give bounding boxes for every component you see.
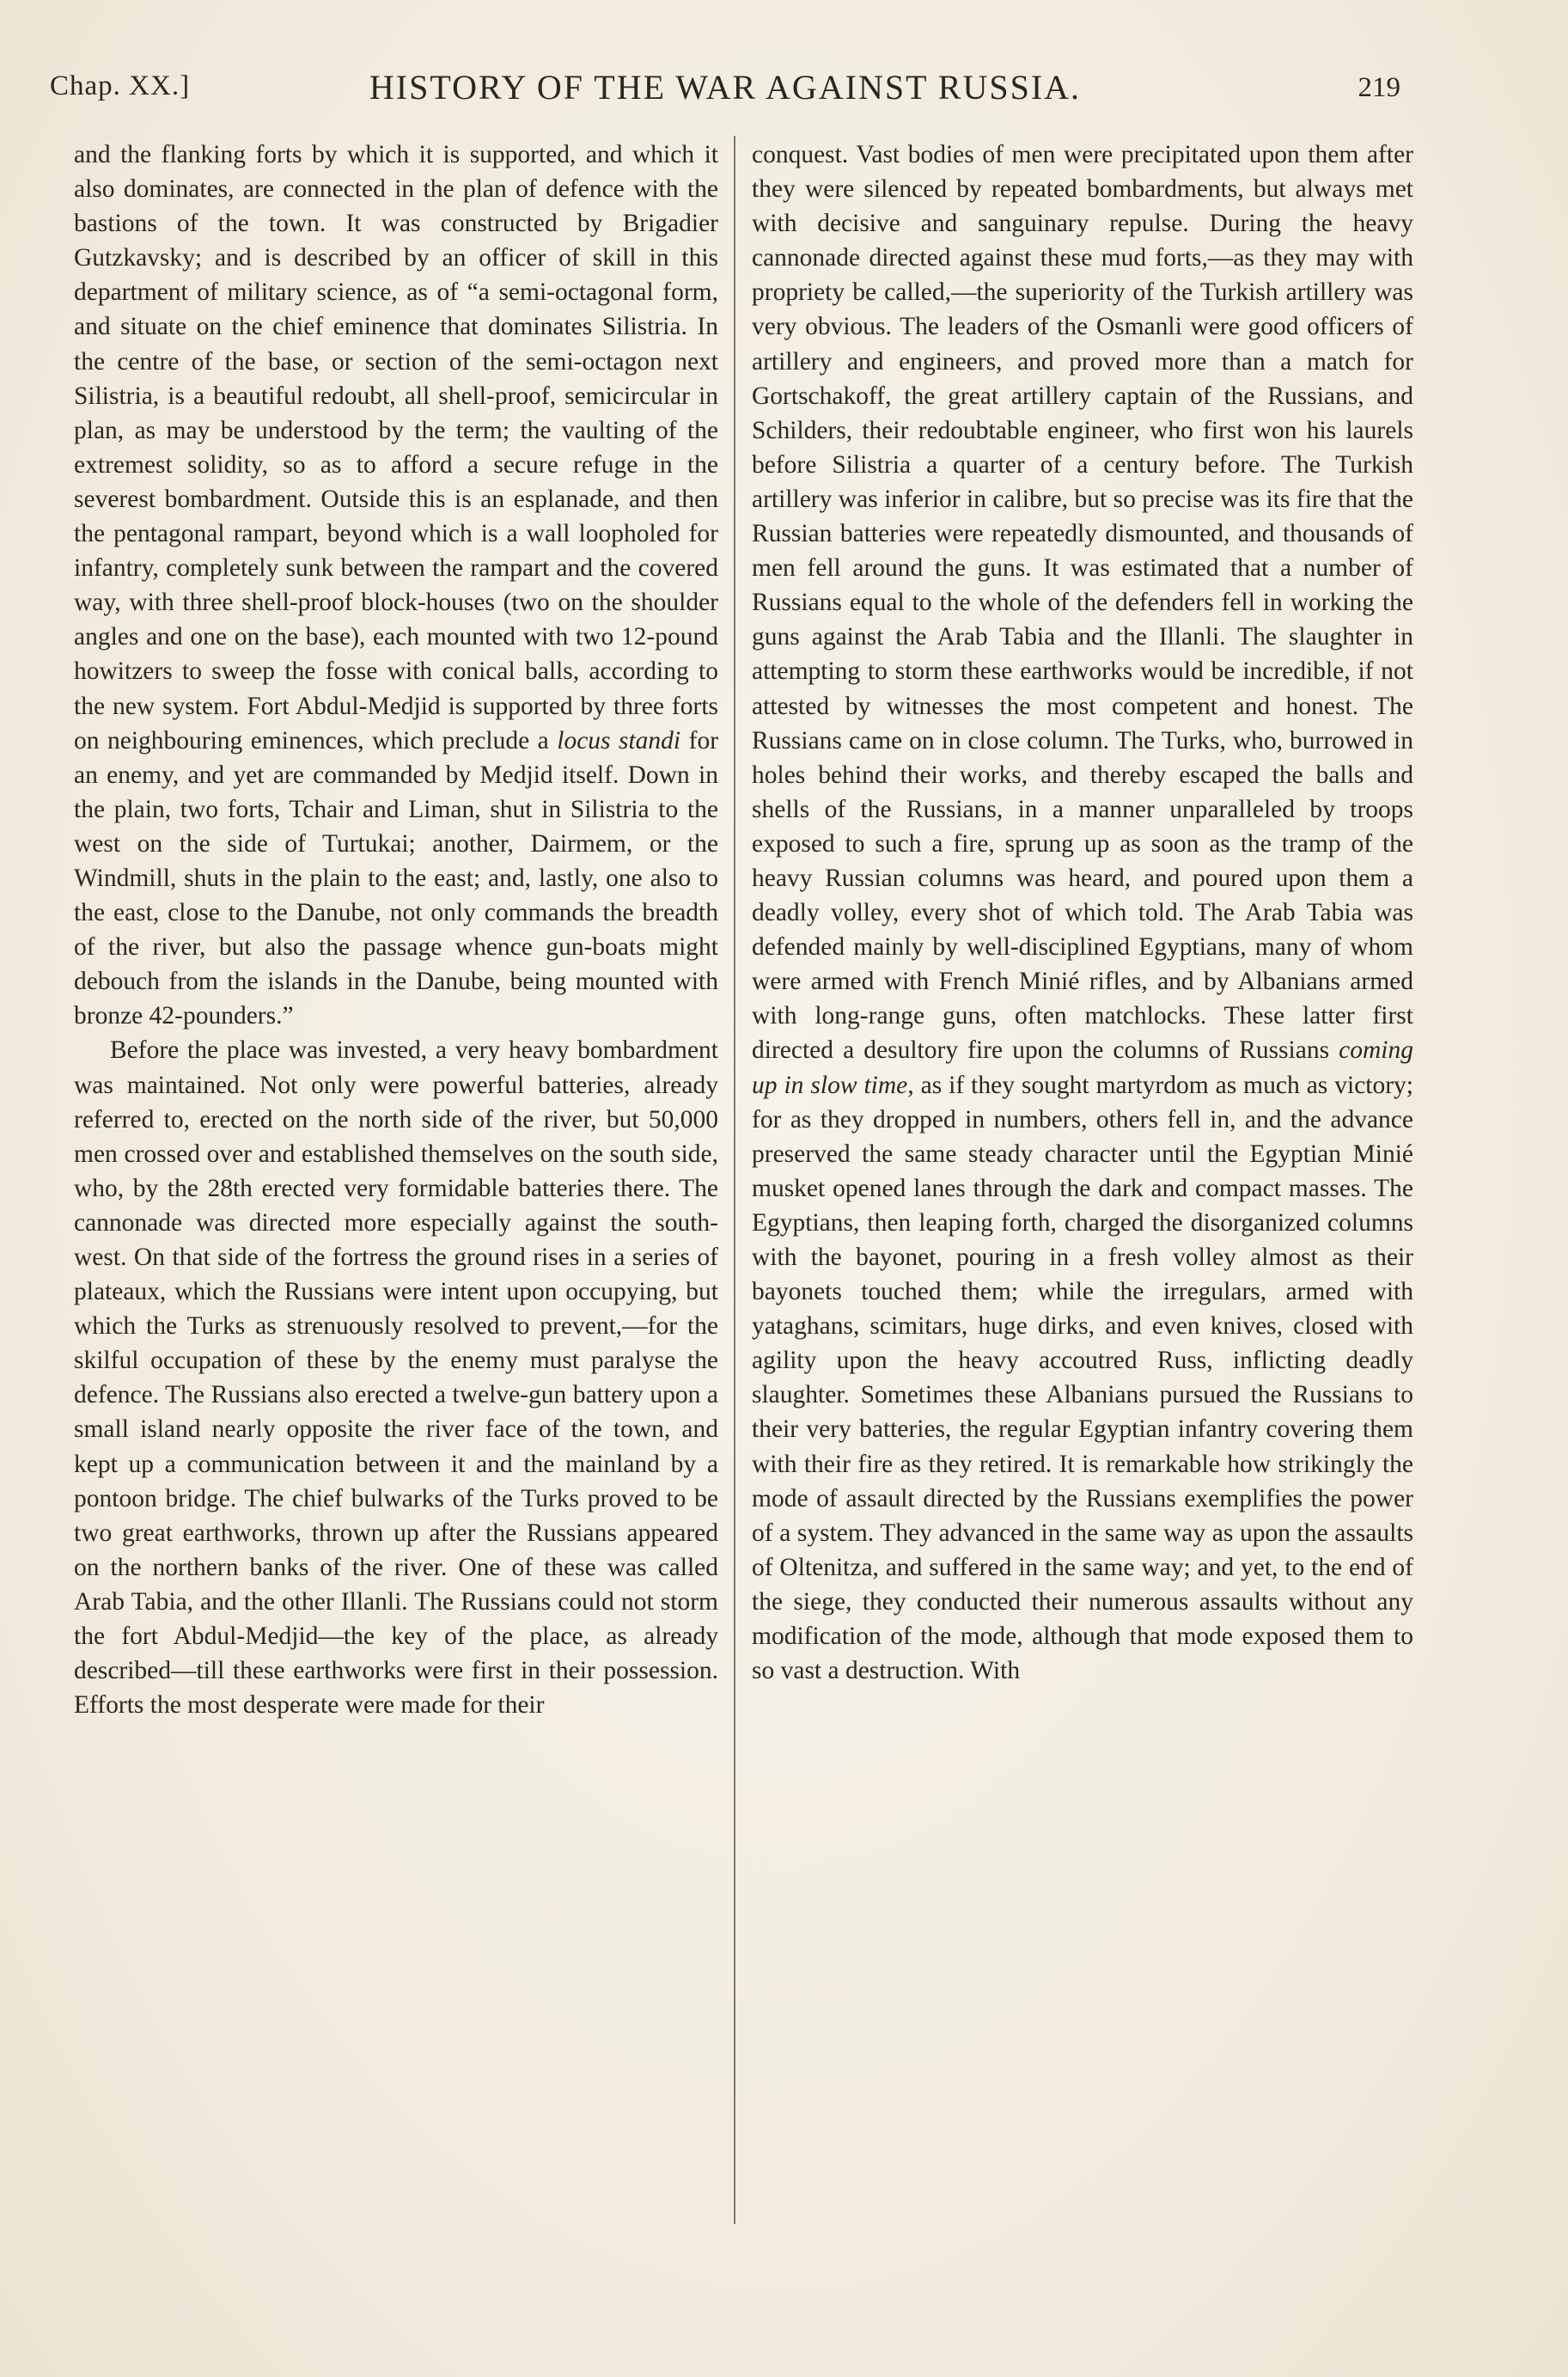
page-title: HISTORY OF THE WAR AGAINST RUSSIA. bbox=[369, 68, 1082, 107]
left-paragraph-1-end: for an enemy, and yet are commanded by Medjid itself. Down in the plain, two forts, Tchair and Liman, shut in Silistria to the west on the side of Turtukai; another, Dairmem, or the Windmill, shuts in the plain to the east; and, lastly, one also to the east, close to the Danube, not only commands the breadth of the river, but also the passage whence gun-boats might debouch from the islands in the Danube, being mounted with bronze 42-pounders.” bbox=[74, 726, 719, 1030]
left-paragraph-1-text: and the flanking forts by which it is supported, and which it also dominates, are connected in the plan of defence with the bastions of the town. It was constructed by Brigadier Gutzkavsky; and is described by an officer of skill in this department of military science, as of “a semi-octagonal form, and situate on the chief eminence that dominates Silistria. In the centre of the base, or section of the semi-octagon next Silistria, is a beautiful redoubt, all shell-proof, semicircular in plan, as may be understood by the term; the vaulting of the extremest solidity, so as to afford a secure refuge in the severest bombardment. Outside this is an esplanade, and then the pentagonal rampart, beyond which is a wall loopholed for infantry, completely sunk between the rampart and the covered way, with three shell-proof block-houses (two on the shoulder angles and one on the base), each mounted with two 12-pound howitzers to sweep the fosse with conical balls, according to the new system. Fort Abdul-Medjid is supported by three forts on neighbouring eminences, which preclude a bbox=[74, 141, 718, 755]
left-paragraph-1 bbox=[74, 137, 718, 1033]
right-paragraph-1-end: as if they sought martyrdom as much as victory; for as they dropped in numbers, others fell in, and the advance preserved the same steady character until the Egyptian Minié musket opened lanes through the dark and compact masses. The Egyptians, then leaping forth, charged the disorganized columns with the bayonet, pouring in a fresh volley almost as their bayonets touched them; while the irregulars, armed with yataghans, scimitars, huge dirks, and even knives, closed with agility upon the heavy accoutred Russ, inflicting deadly slaughter. Sometimes these Albanians pursued the Russians to their very batteries, the regular Egyptian infantry covering them with their fire as they retired. It is remarkable how strikingly the mode of assault directed by the Russians exemplifies the power of a system. They advanced in the same way as upon the assaults of Oltenitza, and suffered in the same way; and yet, to the end of the siege, they conducted their numerous assaults without any modification of the mode, although that mode exposed them to so vast a destruction. With bbox=[752, 1071, 1413, 1685]
chapter-label: Chap. XX.] bbox=[50, 70, 191, 101]
right-paragraph-1-italic: coming up in slow time, bbox=[752, 1036, 1413, 1099]
right-paragraph-1-text: conquest. Vast bodies of men were precipitated upon them after they were silenced by repeated bombardments, but always met with decisive and sanguinary repulse. During the heavy cannonade directed against these mud forts,—as they may with propriety be called,—the superiority of the Turkish artillery was very obvious. The leaders of the Osmanli were good officers of artillery and engineers, and proved more than a match for Gortschakoff, the great artillery captain of the Russians, and Schilders, their redoubtable engineer, who first won his laurels before Silistria a quarter of a century before. The Turkish artillery was inferior in calibre, but so precise was its fire that the Russian batteries were repeatedly dismounted, and thousands of men fell around the guns. It was estimated that a number of Russians equal to the whole of the defenders fell in working the guns against the Arab Tabia and the Illanli. The slaughter in attempting to storm these earthworks would be incredible, if not attested by witnesses the most competent and honest. The Russians came on in close column. The Turks, who, burrowed in holes behind their works, and thereby escaped the balls and shells of the Russians, in a manner unparalleled by troops exposed to such a fire, sprung up as soon as the tramp of the heavy Russian columns was heard, and poured upon them a deadly volley, every shot of which told. The Arab Tabia was defended mainly by well-disciplined Egyptians, many of whom were armed with French Minié rifles, and by Albanians armed with long-range guns, often matchlocks. These latter first directed a desultory fire upon the columns of Russians bbox=[752, 141, 1413, 1065]
column-divider bbox=[734, 136, 735, 2224]
right-column bbox=[752, 137, 1413, 1688]
right-paragraph-1 bbox=[752, 137, 1413, 1688]
left-column bbox=[74, 137, 718, 1722]
left-paragraph-2: Before the place was invested, a very heavy bombardment was maintained. Not only were powerful batteries, already referred to, erected on the north side of the river, but 50,000 men crossed over and established themselves on the south side, who, by the 28th erected very formidable batteries there. The cannonade was directed more especially against the south-west. On that side of the fortress the ground rises in a series of plateaux, which the Russians were intent upon occupying, but which the Turks as strenuously resolved to prevent,—for the skilful occupation of these by the enemy must paralyse the defence. The Russians also erected a twelve-gun battery upon a small island nearly opposite the river face of the town, and kept up a communication between it and the mainland by a pontoon bridge. The chief bulwarks of the Turks proved to be two great earthworks, thrown up after the Russians appeared on the northern banks of the river. One of these was called Arab Tabia, and the other Illanli. The Russians could not storm the fort Abdul-Medjid—the key of the place, as already described—till these earthworks were first in their possession. Efforts the most desperate were made for their bbox=[74, 1036, 718, 1720]
running-header bbox=[50, 67, 1400, 119]
page-number: 219 bbox=[1358, 72, 1400, 103]
left-paragraph-1-italic: locus standi bbox=[557, 726, 681, 755]
